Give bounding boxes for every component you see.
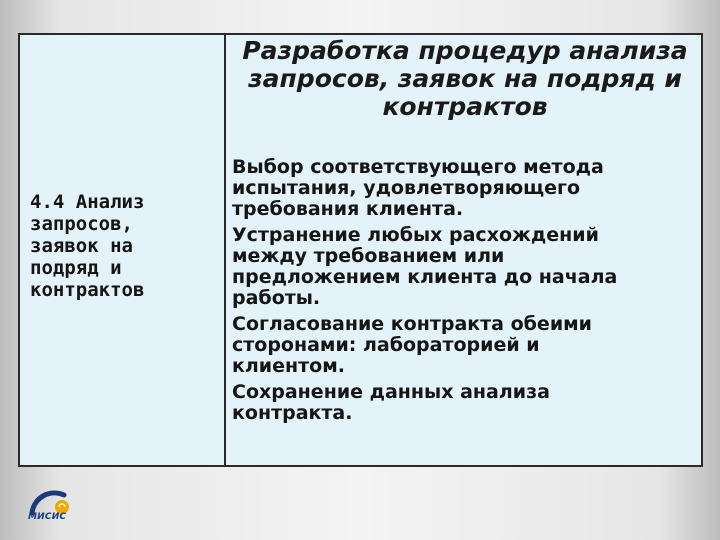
logo-text: МИСИС xyxy=(28,512,67,522)
list-item: Устранение любых расхождений между требованием или предложением клиента до начала работы. xyxy=(232,224,618,309)
slide-title: Разработка процедур анализа запросов, заявок на подряд и контрактов xyxy=(242,36,688,121)
list-item: Сохранение данных анализа контракта. xyxy=(232,381,550,424)
list-item: Согласование контракта обеими сторонами: лабораторией и клиентом. xyxy=(232,313,592,377)
list-item: Выбор соответствующего метода испытания, удовлетворяющего требования клиента. xyxy=(232,156,604,220)
content-table xyxy=(18,33,703,467)
section-label: 4.4 Анализ запросов, заявок на подряд и контрактов xyxy=(30,191,145,301)
misis-logo-icon xyxy=(28,487,74,515)
requirements-list xyxy=(232,157,700,429)
column-divider xyxy=(224,35,226,465)
misis-logo xyxy=(28,487,74,529)
